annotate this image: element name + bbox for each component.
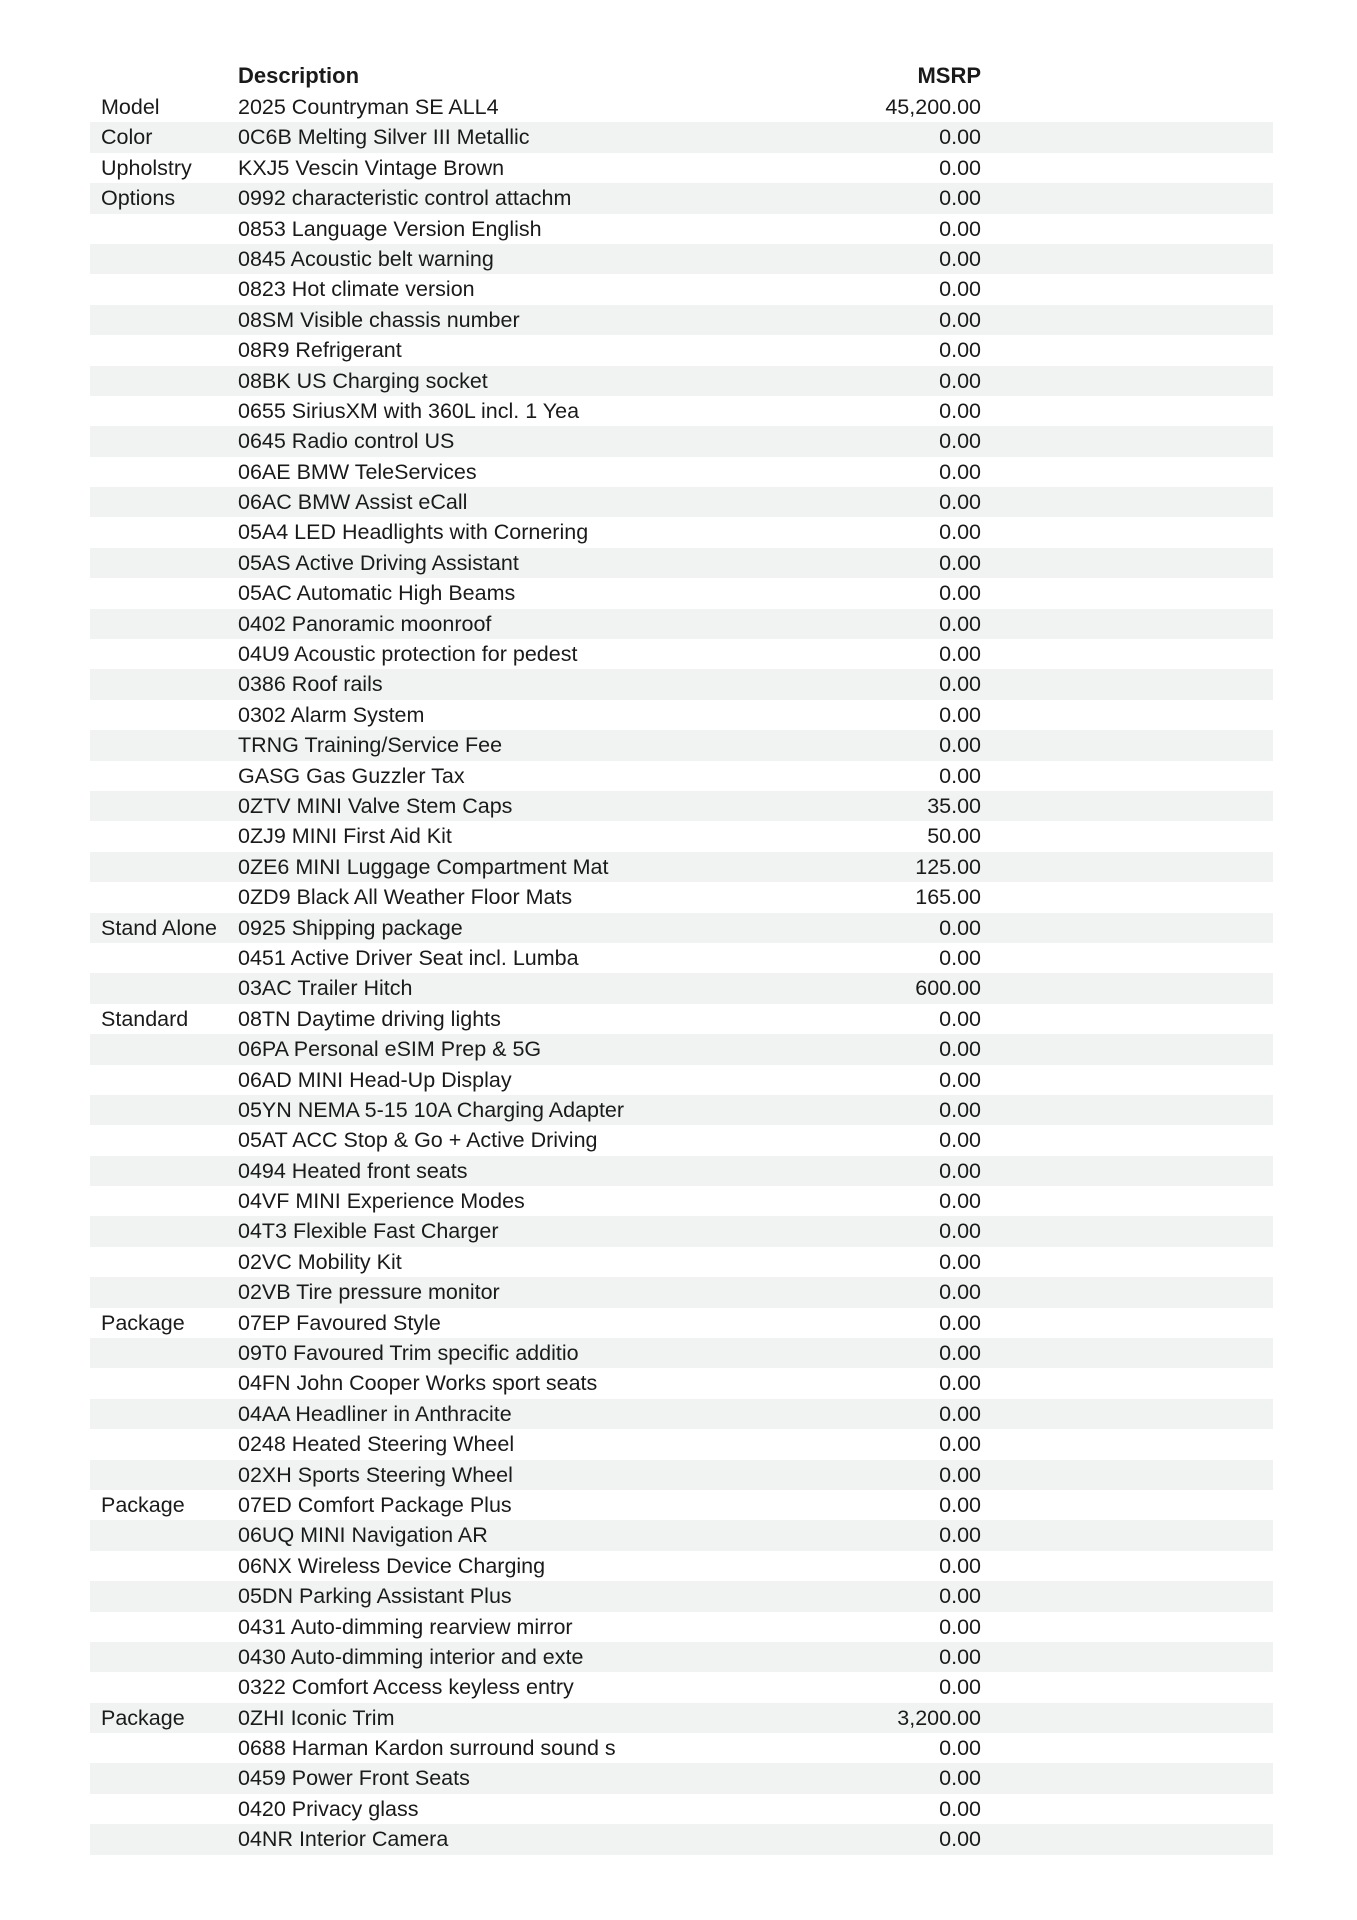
- row-description: 0845 Acoustic belt warning: [238, 246, 494, 271]
- row-description: 0C6B Melting Silver III Metallic: [238, 125, 530, 150]
- table-row: [90, 973, 1273, 1003]
- row-description: 0ZJ9 MINI First Aid Kit: [238, 824, 452, 849]
- row-msrp: 600.00: [915, 976, 981, 1001]
- table-row: [90, 1551, 1273, 1581]
- options-table: [90, 92, 1273, 1855]
- row-description: 0322 Comfort Access keyless entry: [238, 1675, 574, 1700]
- row-msrp: 35.00: [927, 793, 981, 818]
- row-description: 07EP Favoured Style: [238, 1310, 441, 1335]
- row-description: 06PA Personal eSIM Prep & 5G: [238, 1037, 542, 1062]
- table-row: [90, 639, 1273, 669]
- table-row: [90, 1095, 1273, 1125]
- row-msrp: 0.00: [939, 1401, 981, 1426]
- row-description: 0402 Panoramic moonroof: [238, 611, 492, 636]
- row-msrp: 0.00: [939, 398, 981, 423]
- row-msrp: 0.00: [939, 702, 981, 727]
- table-row: [90, 1460, 1273, 1490]
- row-msrp: 0.00: [939, 125, 981, 150]
- row-description: 05YN NEMA 5-15 10A Charging Adapter: [238, 1097, 625, 1122]
- header-description: Description: [238, 63, 360, 88]
- row-description: 08BK US Charging socket: [238, 368, 488, 393]
- row-msrp: 0.00: [939, 1492, 981, 1517]
- row-category: Package: [101, 1492, 185, 1517]
- row-description: 06NX Wireless Device Charging: [238, 1553, 546, 1578]
- row-msrp: 0.00: [939, 1796, 981, 1821]
- table-row: [90, 1520, 1273, 1550]
- row-description: 05A4 LED Headlights with Cornering: [238, 520, 589, 545]
- table-row: [90, 366, 1273, 396]
- row-description: 04FN John Cooper Works sport seats: [238, 1371, 598, 1396]
- row-description: 0459 Power Front Seats: [238, 1766, 470, 1791]
- row-msrp: 0.00: [939, 307, 981, 332]
- row-description: 08SM Visible chassis number: [238, 307, 520, 332]
- table-row: [90, 1824, 1273, 1854]
- table-row: [90, 669, 1273, 699]
- row-msrp: 0.00: [939, 186, 981, 211]
- row-msrp: 50.00: [927, 824, 981, 849]
- row-description: 04U9 Acoustic protection for pedest: [238, 642, 578, 667]
- row-msrp: 0.00: [939, 611, 981, 636]
- table-row: [90, 1581, 1273, 1611]
- table-row: [90, 396, 1273, 426]
- row-description: 0823 Hot climate version: [238, 277, 475, 302]
- table-row: [90, 92, 1273, 122]
- table-row: [90, 1763, 1273, 1793]
- table-row: [90, 335, 1273, 365]
- row-description: 06AE BMW TeleServices: [238, 459, 477, 484]
- row-msrp: 0.00: [939, 1766, 981, 1791]
- row-msrp: 0.00: [939, 1219, 981, 1244]
- table-row: [90, 244, 1273, 274]
- row-category: Model: [101, 95, 160, 119]
- row-description: 04AA Headliner in Anthracite: [238, 1401, 512, 1426]
- row-msrp: 0.00: [939, 1371, 981, 1396]
- table-row: [90, 791, 1273, 821]
- row-description: 0688 Harman Kardon surround sound s: [238, 1736, 616, 1761]
- row-description: 09T0 Favoured Trim specific additio: [238, 1341, 579, 1366]
- table-row: [90, 1125, 1273, 1155]
- row-description: 04T3 Flexible Fast Charger: [238, 1219, 499, 1244]
- row-msrp: 0.00: [939, 1736, 981, 1761]
- row-msrp: 0.00: [939, 1675, 981, 1700]
- row-description: 05DN Parking Assistant Plus: [238, 1584, 512, 1609]
- row-description: 0ZHI Iconic Trim: [238, 1705, 395, 1730]
- row-msrp: 0.00: [939, 1462, 981, 1487]
- table-row: [90, 487, 1273, 517]
- row-category: Package: [101, 1705, 185, 1730]
- table-row: [90, 548, 1273, 578]
- table-row: [90, 457, 1273, 487]
- row-category: Upholstry: [101, 155, 192, 180]
- row-msrp: 0.00: [939, 1644, 981, 1669]
- row-description: 06UQ MINI Navigation AR: [238, 1523, 488, 1548]
- row-description: 04NR Interior Camera: [238, 1827, 449, 1852]
- row-description: KXJ5 Vescin Vintage Brown: [238, 155, 505, 180]
- table-row: [90, 700, 1273, 730]
- table-row: [90, 943, 1273, 973]
- row-description: 0ZD9 Black All Weather Floor Mats: [238, 885, 573, 910]
- table-row: [90, 426, 1273, 456]
- row-msrp: 45,200.00: [885, 95, 981, 119]
- table-row: [90, 1399, 1273, 1429]
- row-msrp: 0.00: [939, 1097, 981, 1122]
- table-row: [90, 1612, 1273, 1642]
- table-row: [90, 1216, 1273, 1246]
- table-row: [90, 1247, 1273, 1277]
- row-msrp: 0.00: [939, 915, 981, 940]
- row-msrp: 0.00: [939, 1341, 981, 1366]
- row-msrp: 0.00: [939, 763, 981, 788]
- row-description: 03AC Trailer Hitch: [238, 976, 413, 1001]
- table-row: [90, 1490, 1273, 1520]
- row-msrp: 0.00: [939, 642, 981, 667]
- row-category: Options: [101, 186, 176, 211]
- table-row: [90, 1794, 1273, 1824]
- table-row: [90, 730, 1273, 760]
- table-row: [90, 882, 1273, 912]
- row-description: 05AT ACC Stop & Go + Active Driving: [238, 1128, 598, 1153]
- row-msrp: 0.00: [939, 550, 981, 575]
- row-msrp: 0.00: [939, 1553, 981, 1578]
- table-row: [90, 1368, 1273, 1398]
- table-row: [90, 852, 1273, 882]
- row-description: 08R9 Refrigerant: [238, 338, 402, 363]
- row-msrp: 0.00: [939, 945, 981, 970]
- row-msrp: 0.00: [939, 581, 981, 606]
- row-description: 0386 Roof rails: [238, 672, 383, 697]
- row-category: Color: [101, 125, 153, 150]
- table-row: [90, 1429, 1273, 1459]
- table-row: [90, 1733, 1273, 1763]
- row-description: GASG Gas Guzzler Tax: [238, 763, 465, 788]
- row-msrp: 0.00: [939, 1128, 981, 1153]
- row-description: TRNG Training/Service Fee: [238, 733, 503, 758]
- table-header: [90, 63, 1273, 93]
- row-msrp: 0.00: [939, 155, 981, 180]
- row-msrp: 0.00: [939, 1614, 981, 1639]
- row-description: 0992 characteristic control attachm: [238, 186, 572, 211]
- row-msrp: 3,200.00: [897, 1705, 981, 1730]
- row-msrp: 125.00: [915, 854, 981, 879]
- row-msrp: 0.00: [939, 1006, 981, 1031]
- table-row: [90, 1065, 1273, 1095]
- table-row: [90, 913, 1273, 943]
- row-description: 0ZE6 MINI Luggage Compartment Mat: [238, 854, 609, 879]
- row-msrp: 0.00: [939, 1827, 981, 1852]
- table-row: [90, 183, 1273, 213]
- row-description: 06AC BMW Assist eCall: [238, 490, 468, 515]
- table-row: [90, 517, 1273, 547]
- row-msrp: 0.00: [939, 429, 981, 454]
- table-row: [90, 1672, 1273, 1702]
- table-row: [90, 1034, 1273, 1064]
- row-msrp: 0.00: [939, 520, 981, 545]
- header-msrp: MSRP: [917, 63, 981, 88]
- row-description: 06AD MINI Head-Up Display: [238, 1067, 512, 1092]
- row-description: 02XH Sports Steering Wheel: [238, 1462, 513, 1487]
- row-msrp: 0.00: [939, 1189, 981, 1214]
- table-row: [90, 761, 1273, 791]
- table-row: [90, 1338, 1273, 1368]
- table-row: [90, 1277, 1273, 1307]
- table-row: [90, 1156, 1273, 1186]
- row-description: 0ZTV MINI Valve Stem Caps: [238, 793, 513, 818]
- row-description: 02VB Tire pressure monitor: [238, 1280, 500, 1305]
- row-category: Standard: [101, 1006, 189, 1031]
- row-description: 0420 Privacy glass: [238, 1796, 419, 1821]
- row-description: 04VF MINI Experience Modes: [238, 1189, 525, 1214]
- table-row: [90, 578, 1273, 608]
- table-row: [90, 214, 1273, 244]
- row-msrp: 0.00: [939, 368, 981, 393]
- row-description: 0655 SiriusXM with 360L incl. 1 Yea: [238, 398, 580, 423]
- row-msrp: 165.00: [915, 885, 981, 910]
- row-msrp: 0.00: [939, 216, 981, 241]
- row-description: 0430 Auto-dimming interior and exte: [238, 1644, 584, 1669]
- row-msrp: 0.00: [939, 1037, 981, 1062]
- row-description: 0302 Alarm System: [238, 702, 425, 727]
- table-row: [90, 1642, 1273, 1672]
- row-description: 05AS Active Driving Assistant: [238, 550, 519, 575]
- table-row: [90, 1703, 1273, 1733]
- table-row: [90, 274, 1273, 304]
- table-row: [90, 609, 1273, 639]
- row-description: 02VC Mobility Kit: [238, 1249, 402, 1274]
- row-description: 08TN Daytime driving lights: [238, 1006, 501, 1031]
- row-msrp: 0.00: [939, 733, 981, 758]
- row-msrp: 0.00: [939, 277, 981, 302]
- row-description: 0645 Radio control US: [238, 429, 455, 454]
- row-msrp: 0.00: [939, 246, 981, 271]
- row-description: 0925 Shipping package: [238, 915, 463, 940]
- table-row: [90, 153, 1273, 183]
- row-msrp: 0.00: [939, 672, 981, 697]
- row-msrp: 0.00: [939, 1158, 981, 1183]
- row-description: 0248 Heated Steering Wheel: [238, 1432, 515, 1457]
- row-msrp: 0.00: [939, 1249, 981, 1274]
- row-category: Package: [101, 1310, 185, 1335]
- row-description: 0853 Language Version English: [238, 216, 542, 241]
- table-row: [90, 821, 1273, 851]
- row-category: Stand Alone: [101, 915, 217, 940]
- row-msrp: 0.00: [939, 1584, 981, 1609]
- row-description: 0451 Active Driver Seat incl. Lumba: [238, 945, 579, 970]
- table-row: [90, 1004, 1273, 1034]
- row-msrp: 0.00: [939, 459, 981, 484]
- row-description: 05AC Automatic High Beams: [238, 581, 516, 606]
- row-msrp: 0.00: [939, 1310, 981, 1335]
- row-description: 0494 Heated front seats: [238, 1158, 468, 1183]
- table-row: [90, 122, 1273, 152]
- row-description: 0431 Auto-dimming rearview mirror: [238, 1614, 573, 1639]
- row-msrp: 0.00: [939, 1067, 981, 1092]
- row-msrp: 0.00: [939, 1280, 981, 1305]
- row-description: 2025 Countryman SE ALL4: [238, 95, 499, 119]
- table-row: [90, 1308, 1273, 1338]
- row-msrp: 0.00: [939, 1523, 981, 1548]
- row-msrp: 0.00: [939, 1432, 981, 1457]
- row-msrp: 0.00: [939, 490, 981, 515]
- row-msrp: 0.00: [939, 338, 981, 363]
- table-row: [90, 305, 1273, 335]
- table-row: [90, 1186, 1273, 1216]
- row-description: 07ED Comfort Package Plus: [238, 1492, 512, 1517]
